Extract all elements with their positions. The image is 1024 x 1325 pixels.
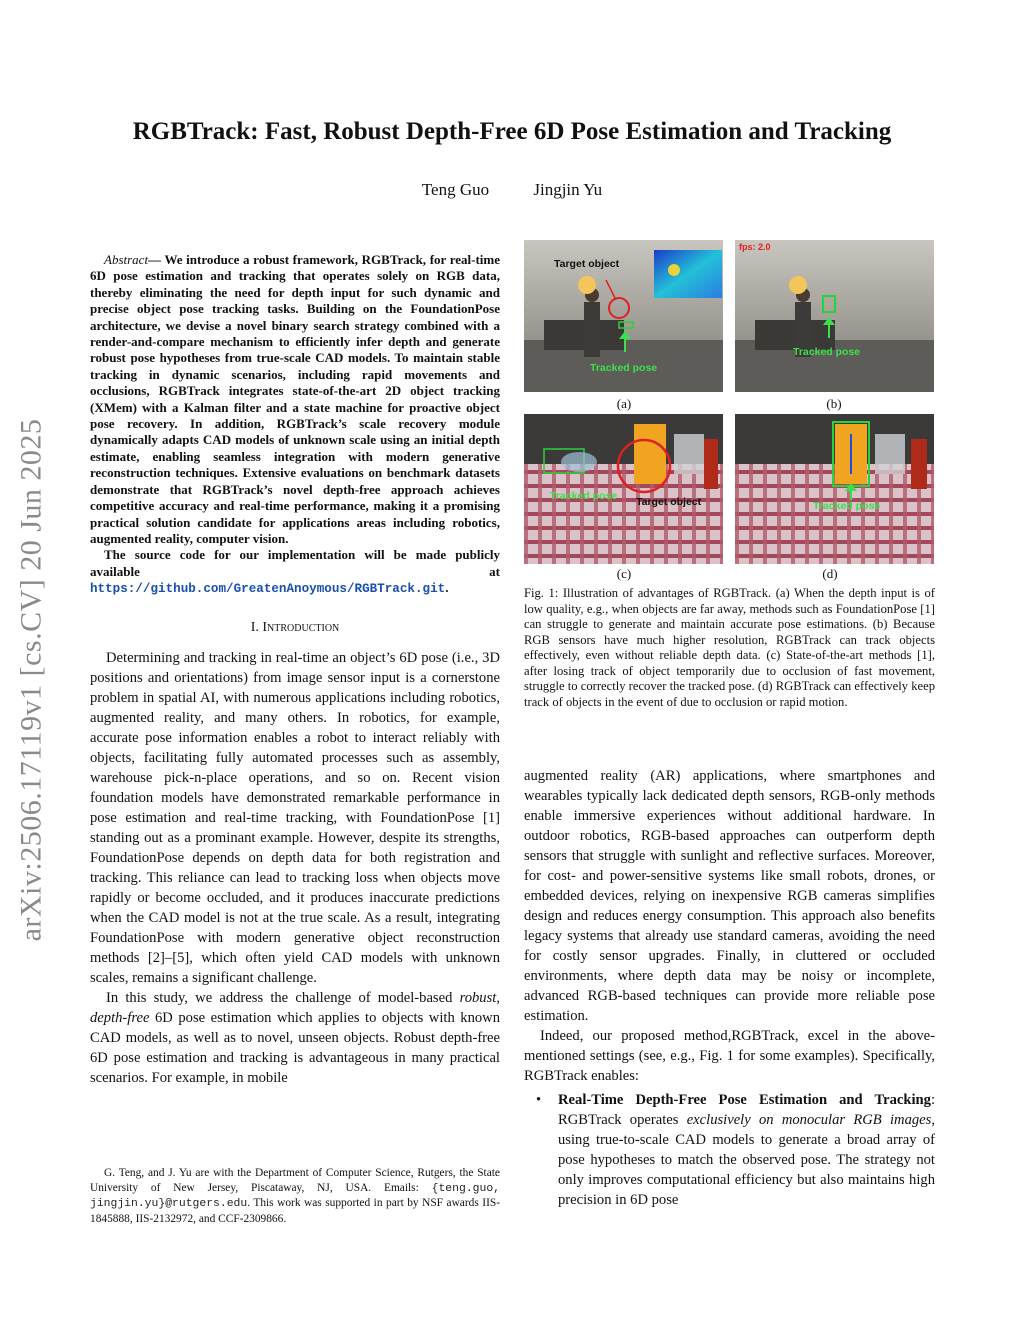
figure-panel-d xyxy=(735,414,934,564)
arxiv-watermark xyxy=(10,380,52,980)
figure-caption: Fig. 1: Illustration of advantages of RGBTrack. (a) When the depth input is of low quality, e.g., when objects are far away, methods such as FoundationPose [1] can struggle to generate and maintain accurate pose estimations. (b) Because RGB sensors have much higher resolution, RGBTrack can track objects effectively, even without reliable depth data. (c) State-of-the-art methods [1], after losing track of object temporarily due to occlusion of fast movement, struggle to correctly recover the tracked pose. (d) RGBTrack can effectively keep track of objects in the event of due to occlusion or rapid motion. xyxy=(524,586,935,709)
right-paragraph-2: Indeed, our proposed method,RGBTrack, excel in the above-mentioned settings (see, e.g., Fig. 1 for some examples). Specifically, RGBTrack enables: xyxy=(524,1028,935,1084)
emphasis: depth-free xyxy=(90,1009,150,1026)
target-object-label: Target object xyxy=(636,496,702,508)
arxiv-id: arXiv:2506.17119v1 [cs.CV] 20 Jun 2025 xyxy=(14,418,48,942)
author-name: Teng Guo xyxy=(421,180,490,199)
bullet-dot: • xyxy=(536,1092,542,1108)
list-item xyxy=(524,1090,935,1210)
text-run: In this study, we address the challenge of model-based xyxy=(106,989,453,1006)
period: . xyxy=(445,580,449,596)
section-number: I. xyxy=(250,619,259,635)
emphasis: exclusively on monocular RGB images xyxy=(686,1112,932,1128)
abstract-text: — We introduce a robust framework, RGBTrack, for real-time 6D pose estimation and tracking that operates solely on RGB data, thereby eliminating the need for depth input for such dynamic and precise object pose tracking tasks. Building on the FoundationPose architecture, we devise a novel binary search strategy combined with a render-and-compare mechanism to efficiently infer depth and generate robust pose hypotheses from true-scale CAD models. To maintain stable tracking in dynamic scenarios, including rapid movements and occlusions, RGBTrack integrates state-of-the-art 2D object tracking (XMem) with a Kalman filter and a state machine for proactive object pose recovery. In addition, RGBTrack’s scale recovery module dynamically adapts CAD models of unknown scale using an initial depth estimate, enabling seamless integration with modern generative reconstruction techniques. Extensive evaluations on benchmark datasets demonstrate that RGBTrack’s novel depth-free approach achieves competitive accuracy and real-time performance, making it a promising practical solution candidate for applications areas including robotics, augmented reality, computer vision. xyxy=(90,252,500,546)
target-object-label: Target object xyxy=(554,258,620,270)
intro-paragraph-2 xyxy=(90,988,500,1088)
right-column xyxy=(524,766,935,1210)
emphasis: robust xyxy=(459,989,497,1006)
email-addresses: {teng.guo, jingjin.yu}@rutgers.edu xyxy=(90,1182,500,1211)
code-link[interactable]: https://github.com/GreatenAnoymous/RGBTrack.git xyxy=(90,582,446,597)
figure-panel-c xyxy=(524,414,723,564)
panel-b-image xyxy=(735,240,934,392)
tracked-pose-label: Tracked pose xyxy=(793,346,861,358)
tracked-pose-label: Tracked pose xyxy=(550,490,618,502)
colon: : xyxy=(930,1092,935,1108)
author-name: Jingjin Yu xyxy=(533,180,603,199)
tracked-pose-label: Tracked pose xyxy=(813,500,881,512)
subcaption-a: (a) xyxy=(616,396,632,411)
right-paragraph-1: augmented reality (AR) applications, where smartphones and wearables typically lack dedicated depth sensors, RGB-only methods enable immersive experiences without additional hardware. In outdoor robotics, RGB-based approaches can outperform depth sensors that struggle with sunlight and reflective surfaces. Moreover, for cost- and power-sensitive systems like small robots, drones, or embedded devices, relying on inexpensive RGB cameras simplifies design and reduces energy consumption. This approach also benefits legacy systems that already use standard cameras, avoiding the need for costly sensor upgrades. Finally, in cluttered or occluded environments, where depth data may be noisy or incomplete, advanced RGB-based techniques can provide more reliable pose estimation. xyxy=(524,768,935,1024)
abstract xyxy=(90,252,500,598)
author-list xyxy=(0,180,1024,200)
comma: , xyxy=(496,989,500,1006)
intro-paragraph-1: Determining and tracking in real-time an object’s 6D pose (i.e., 3D positions and orientations) from image sensor input is a cornerstone problem in spatial AI, with numerous applications including robotics, augmented reality, and many others. In robotics, for example, accurate pose information enables a robot to interact reliably with objects, facilitating fully automated processes such as assembly, warehouse pick-n-place operations, and so on. Recent vision foundation models have demonstrated remarkable performance in pose estimation and real-time tracking, with FoundationPose [1] standing out as a prominant example. However, despite its strengths, FoundationPose depends on depth data for both registration and tracking. This reliance can lead to tracking loss when objects move rapidly or become occluded, and it produces inaccurate predictions when the CAD model is not at the true scale. As a result, integrating FoundationPose with modern generative object reconstruction methods [2]–[5], which often yield CAD models with unknown scales, remains a significant challenge. xyxy=(90,649,500,986)
footnote-text: G. Teng, and J. Yu are with the Department of Computer Science, Rutgers, the State University of New Jersey, Piscataway, NJ, USA. Emails: xyxy=(90,1167,500,1194)
tracked-pose-label: Tracked pose xyxy=(590,362,658,374)
panel-c-image xyxy=(524,414,723,564)
text-run: RGBTrack operates xyxy=(558,1112,679,1128)
figure-1 xyxy=(524,240,935,580)
figure-panel-b xyxy=(735,240,934,392)
code-availability: The source code for our implementation will be made publicly available at xyxy=(90,547,500,579)
bullet-heading: Real-Time Depth-Free Pose Estimation and Tracking xyxy=(558,1092,931,1108)
subcaption-d: (d) xyxy=(822,566,838,581)
figure-panel-a xyxy=(524,240,723,392)
abstract-label: Abstract xyxy=(104,252,149,267)
subcaption-c: (c) xyxy=(616,566,632,581)
list-item-text xyxy=(558,1090,935,1210)
section-title: Introduction xyxy=(262,619,340,635)
panel-d-image xyxy=(735,414,934,564)
paper-title: RGBTrack: Fast, Robust Depth-Free 6D Pose Estimation and Tracking xyxy=(132,118,892,145)
footnote xyxy=(90,1166,500,1226)
subcaption-b: (b) xyxy=(826,396,842,411)
text-run: 6D pose estimation which applies to objects with known CAD models, as well as to novel, unseen objects. Robust depth-free 6D pose estimation and tracking is advantageous in many practical scenarios. For example, in mobile xyxy=(90,1009,501,1086)
footnote-text: . This work was supported in part by NSF awards IIS-1845888, IIS-2132972, and CCF-2309866. xyxy=(90,1197,500,1225)
text-run: , using true-to-scale CAD models to generate a broad array of pose hypotheses to match the observed pose. The strategy not only improves computational efficiency but also maintains high precision in 6D pose xyxy=(558,1112,935,1208)
left-column xyxy=(90,252,500,1088)
section-heading xyxy=(90,618,500,638)
fps-label: fps: 2.0 xyxy=(739,242,771,252)
